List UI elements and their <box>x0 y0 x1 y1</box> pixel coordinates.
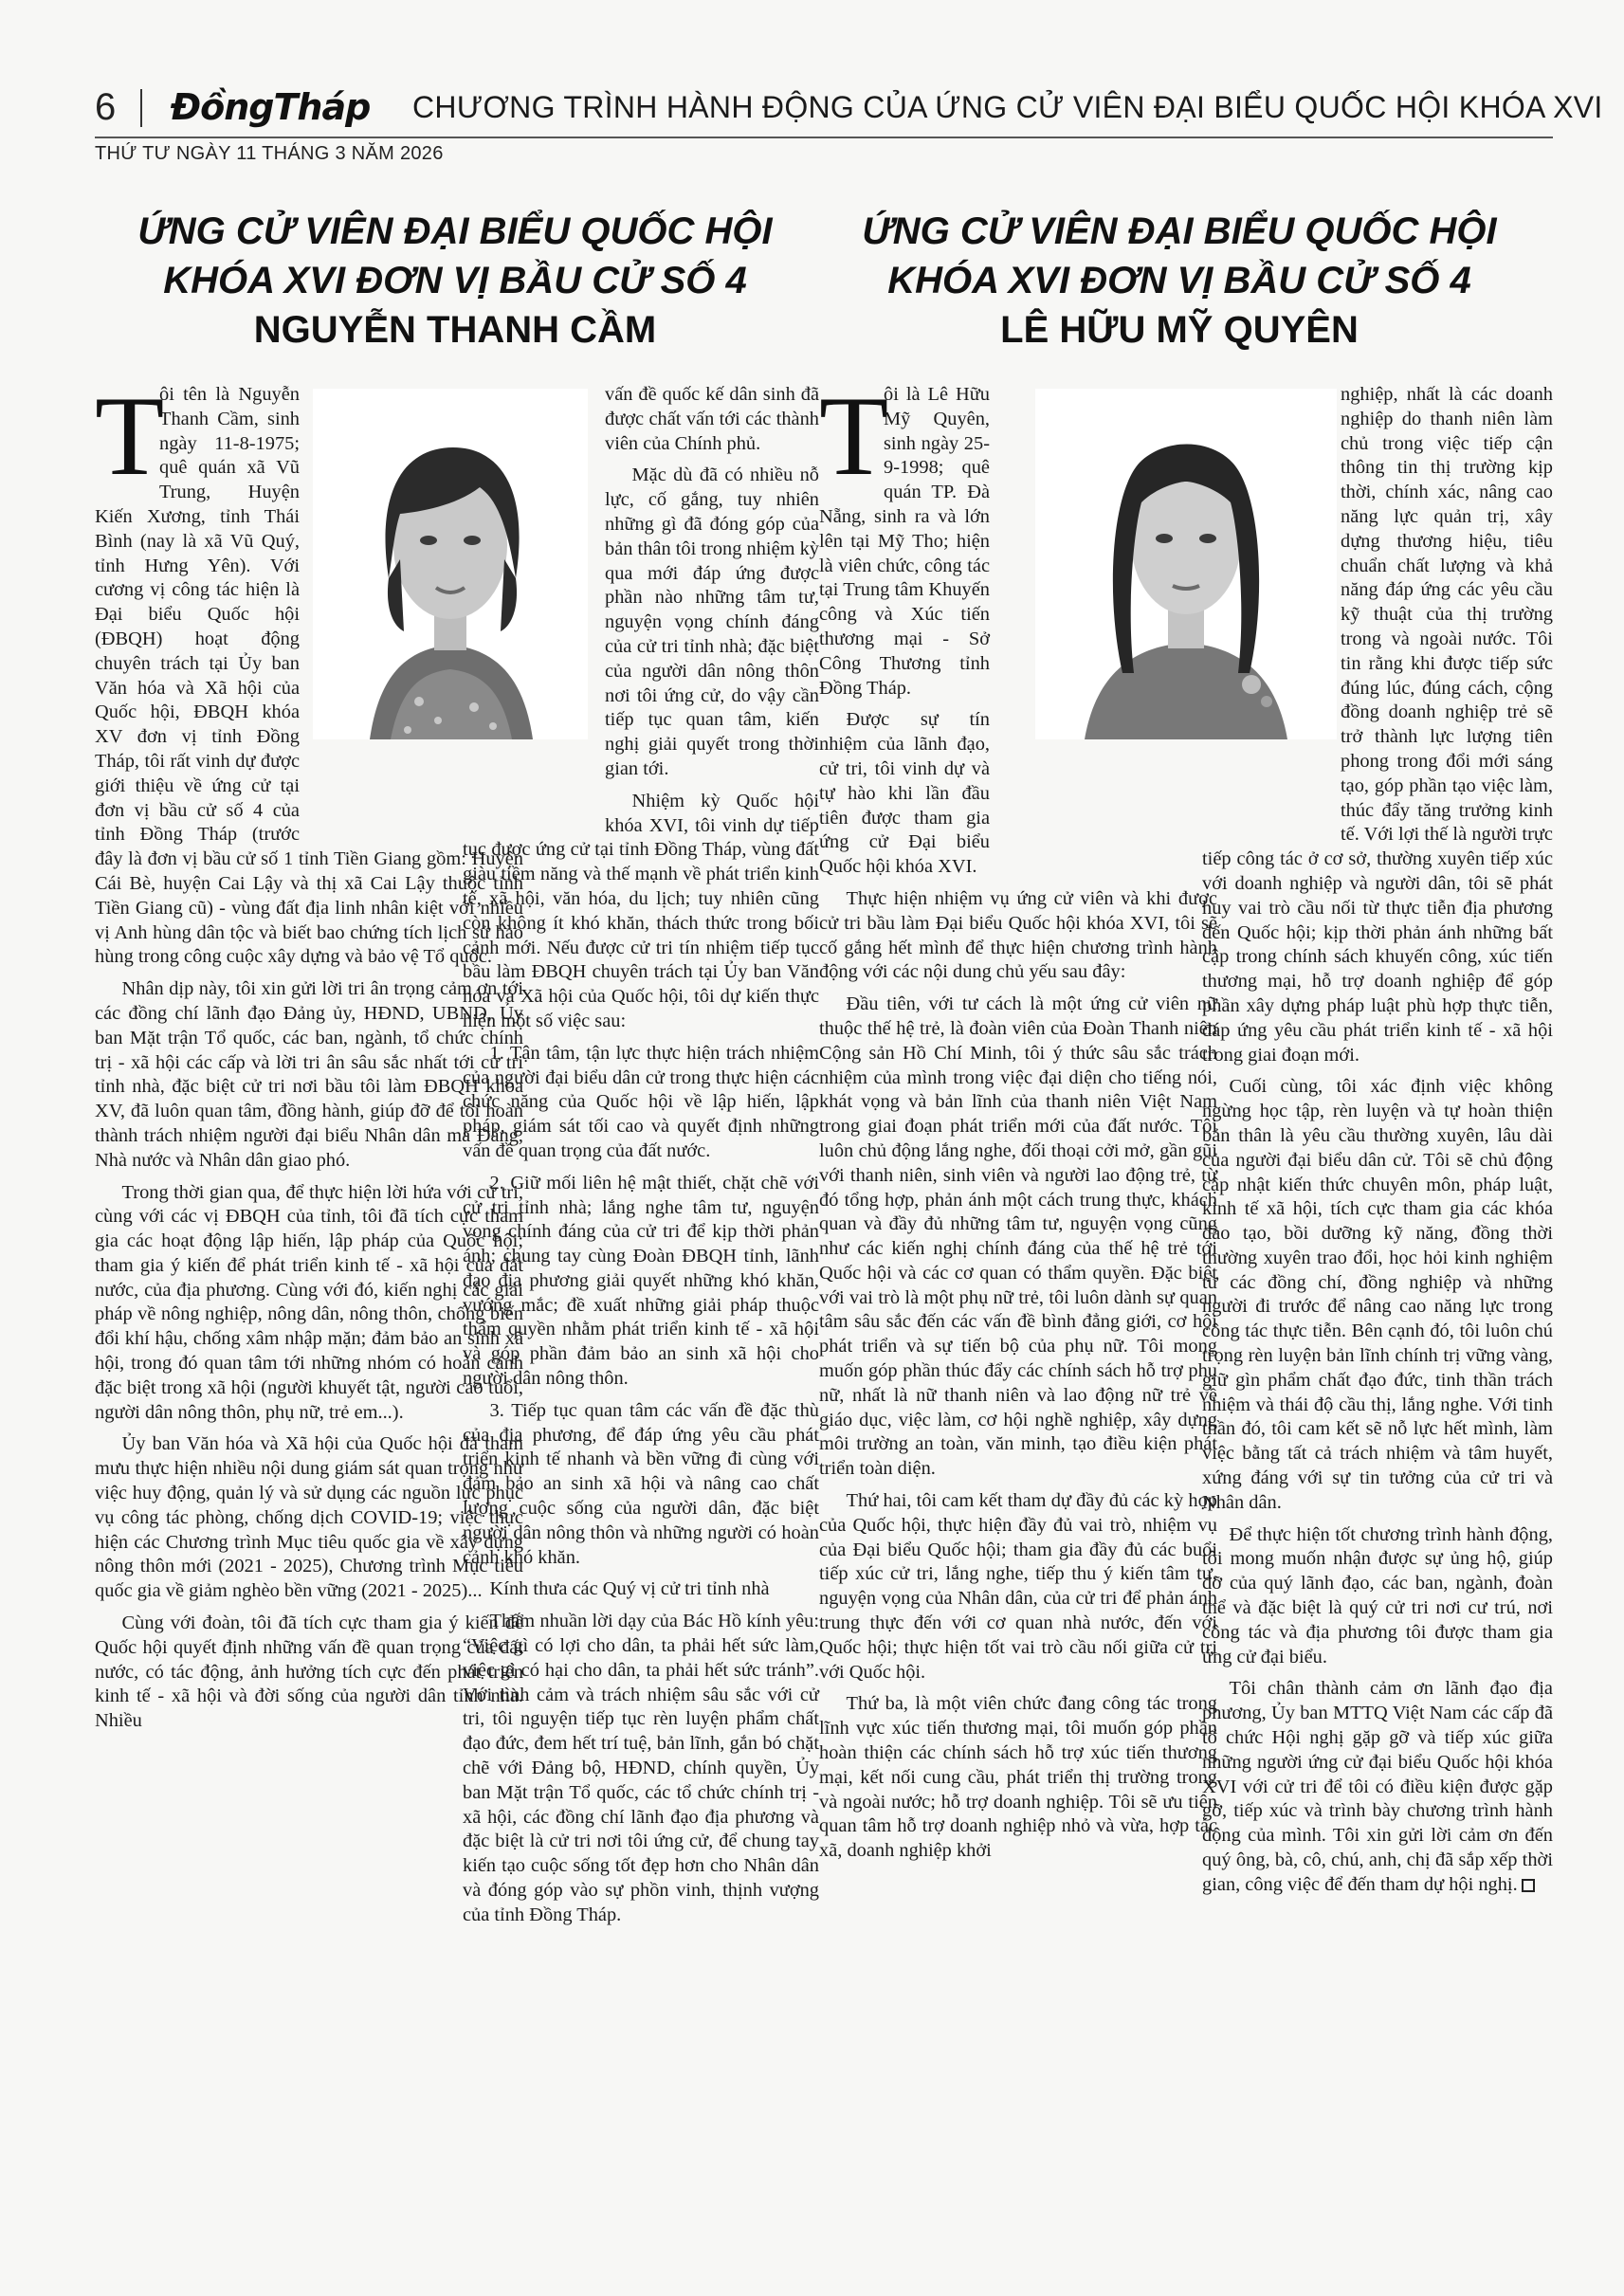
paragraph: Mặc dù đã có nhiều nỗ lực, cố gắng, tuy nhiên những gì đã đóng góp của bản thân tôi trong nhiệm kỳ qua mới đáp ứng được phần nào những tâm tư, nguyện vọng chính đáng của cử tri tỉnh nhà; đặc biệt của người dân nông thôn nơi tôi ứng cử, do vậy cần tiếp tục quan tâm, kiến nghị giải quyết trong thời gian tới. <box>605 465 819 779</box>
paragraph: 1. Tận tâm, tận lực thực hiện trách nhiệm của người đại biểu dân cử trong thực hiện các chức năng của Quốc hội về lập hiến, lập pháp, giám sát tối cao và quyết định những vấn đề quan trọng của đất nước. <box>463 1042 819 1161</box>
issue-date: THỨ TƯ NGÀY 11 THÁNG 3 NĂM 2026 <box>95 143 444 164</box>
paragraph: Thấm nhuần lời dạy của Bác Hồ kính yêu: “Việc gì có lợi cho dân, ta phải hết sức làm, việc gì có hại cho dân, ta phải hết sức tránh”. Với tình cảm và trách nhiệm sâu sắc với cử tri, tôi nguyện tiếp tục rèn luyện phẩm chất đạo đức, đem hết trí tuệ, bản lĩnh, gắn bó chặt chẽ với Đảng bộ, HĐND, chính quyền, Ủy ban Mặt trận Tổ quốc, các tổ chức chính trị - xã hội, các đồng chí lãnh đạo địa phương và đặc biệt là cử tri nơi tôi ứng cử, để chung tay kiến tạo cuộc sống tốt đẹp hơn cho Nhân dân và đóng góp vào sự phồn vinh, thịnh vượng của tỉnh Đồng Tháp. <box>463 1611 819 1925</box>
photo-float-spacer <box>463 383 605 832</box>
title-line: KHÓA XVI ĐƠN VỊ BẦU CỬ SỐ 4 <box>163 260 747 301</box>
photo-float-spacer <box>990 383 1217 832</box>
paragraph: Nhiệm kỳ Quốc hội khóa XVI, tôi vinh dự tiếp tục được ứng cử tại tỉnh Đồng Tháp, vùng đất giàu tiềm năng và thế mạnh về phát triển kinh tế, xã hội, văn hóa, du lịch; tuy nhiên cũng còn không ít khó khăn, thách thức trong bối cảnh mới. Nếu được cử tri tín nhiệm tiếp tục bầu làm ĐBQH chuyên trách tại Ủy ban Văn hóa và Xã hội của Quốc hội, tôi dự kiến thực hiện một số việc sau: <box>463 790 819 1031</box>
paragraph: Cuối cùng, tôi xác định việc không ngừng học tập, rèn luyện và tự hoàn thiện bản thân là yêu cầu thường xuyên, lâu dài của người đại biểu dân cử. Tôi sẽ chủ động cập nhật kiến thức chuyên môn, pháp luật, kinh tế xã hội, tích cực tham gia các khóa đào tạo, bồi dưỡng kỹ năng, đồng thời thường xuyên trao đổi, học hỏi kinh nghiệm từ các đồng chí, đồng nghiệp và những người đi trước để nâng cao năng lực trong công tác thực tiễn. Bên cạnh đó, tôi luôn chú trọng rèn luyện bản lĩnh chính trị vững vàng, giữ gìn phẩm chất đạo đức, tinh thần trách nhiệm và thái độ cầu thị, lắng nghe. Với tinh thần đó, tôi cam kết sẽ nỗ lực hết mình, làm việc bằng tất cả trách nhiệm và tâm huyết, xứng đáng với sự tin tưởng của cử tri và Nhân dân. <box>1202 1076 1553 1513</box>
article-right-column-2 <box>1202 383 1553 2146</box>
title-line: ỨNG CỬ VIÊN ĐẠI BIỂU QUỐC HỘI <box>862 210 1497 252</box>
paragraph: Đầu tiên, với tư cách là một ứng cử viên nữ thuộc thế hệ trẻ, là đoàn viên của Đoàn Thanh niên Cộng sản Hồ Chí Minh, tôi ý thức sâu sắc trách nhiệm của mình trong việc đại diện cho tiếng nói, khát vọng và bản lĩnh của thanh niên Việt Nam trong giai đoạn phát triển mới của đất nước. Tôi luôn chủ động lắng nghe, đối thoại cởi mở, gần gũi với thanh niên, sinh viên và người lao động trẻ, từ đó tổng hợp, phản ánh một cách trung thực, khách quan và đầy đủ những tâm tư, nguyện vọng cũng như các kiến nghị chính đáng của thế hệ trẻ tới Quốc hội và các cơ quan có thẩm quyền. Đặc biệt với vai trò là một phụ nữ trẻ, tôi luôn dành sự quan tâm sâu sắc đến các vấn đề bình đẳng giới, cơ hội phát triển và sự tiến bộ của phụ nữ. Tôi mong muốn góp phần thúc đẩy các chính sách hỗ trợ phụ nữ, nhất là nữ thanh niên và lao động nữ trẻ về giáo dục, việc làm, cơ hội nghề nghiệp, xây dựng môi trường an toàn, văn minh, tạo điều kiện phát triển toàn diện. <box>819 993 1217 1480</box>
paragraph: Thực hiện nhiệm vụ ứng cử viên và khi được cử tri bầu làm Đại biểu Quốc hội khóa XVI, tôi sẽ cố gắng hết mình để thực hiện chương trình hành động với các nội dung chủ yếu sau đây: <box>819 887 1217 983</box>
closing-paragraph <box>1202 1677 1553 1897</box>
title-line: KHÓA XVI ĐƠN VỊ BẦU CỬ SỐ 4 <box>887 260 1471 301</box>
article-title-right <box>819 207 1540 355</box>
article-left-column-1 <box>95 373 523 2061</box>
paragraph: Để thực hiện tốt chương trình hành động, tôi mong muốn nhận được sự ủng hộ, giúp đỡ của quý lãnh đạo, các ban, ngành, đoàn thể và đặc biệt là quý cử tri nơi cư trú, nơi công tác và địa phương tôi được tham gia ứng cử đại biểu. <box>1202 1523 1553 1667</box>
candidate-name: NGUYỄN THANH CẦM <box>253 309 657 351</box>
paragraph: Thứ hai, tôi cam kết tham dự đầy đủ các kỳ họp của Quốc hội, thực hiện đầy đủ vai trò, nhiệm vụ của Đại biểu Quốc hội; tham gia đầy đủ các buổi tiếp xúc cử tri, lắng nghe, tiếp thu ý kiến tâm tư, nguyện vọng của Nhân dân, của cử tri để phản ánh trung thực đến với cơ quan nhà nước, đến với Quốc hội; thực hiện tốt vai trò cầu nối giữa cử tri với Quốc hội. <box>819 1490 1217 1683</box>
candidate-name: LÊ HỮU MỸ QUYÊN <box>1000 309 1359 351</box>
paragraph: vấn đề quốc kế dân sinh đã được chất vấn tới các thành viên của Chính phủ. <box>605 384 819 454</box>
photo-float-spacer <box>1202 383 1341 832</box>
article-left-column-2 <box>463 383 819 2146</box>
end-mark-icon <box>1522 1879 1535 1892</box>
drop-cap: T <box>95 373 165 499</box>
paragraph: Trong thời gian qua, để thực hiện lời hứa với cử tri, cùng với các vị ĐBQH của tỉnh, tôi đã tích cực tham gia các hoạt động lập hiến, lập pháp của Quốc hội; tham gia ý kiến để phát triển kinh tế - xã hội của đất nước, của địa phương. Cùng với đó, kiến nghị các giải pháp về nông nghiệp, nông dân, nông thôn, chống biến đổi khí hậu, chống xâm nhập mặn; đảm bảo an sinh xã hội, trong đó quan tâm tới những nhóm có hoàn cảnh đặc biệt trong xã hội (người khuyết tật, người cao tuổi, người dân nông thôn, phụ nữ, trẻ em...). <box>95 1181 523 1423</box>
paragraph: Thứ ba, là một viên chức đang công tác trong lĩnh vực xúc tiến thương mại, tôi muốn góp phần hoàn thiện các chính sách hỗ trợ xúc tiến thương mại, kết nối cung cầu, phát triển thị trường trong và ngoài nước; hỗ trợ doanh nghiệp. Tôi sẽ ưu tiên quan tâm hỗ trợ doanh nghiệp nhỏ và vừa, hợp tác xã, doanh nghiệp khởi <box>819 1693 1217 1862</box>
paragraph: Được sự tín nhiệm của lãnh đạo, cử tri, tôi vinh dự và tự hào khi lần đầu tiên được tham gia ứng cử Đại biểu Quốc hội khóa XVI. <box>819 709 990 878</box>
header-rule <box>95 137 1553 138</box>
paragraph: Cùng với đoàn, tôi đã tích cực tham gia ý kiến để Quốc hội quyết định những vấn đề quan trọng của đất nước, có tác động, ảnh hưởng tích cực đến phát triển kinh tế - xã hội và đời sống của người dân tỉnh nhà. Nhiều <box>95 1613 523 1732</box>
drop-cap: T <box>819 373 889 499</box>
paragraph: ôi là Lê Hữu Mỹ Quyên, sinh ngày 25-9-1998; quê quán TP. Đà Nẵng, sinh ra và lớn lên tại Mỹ Tho; hiện là viên chức, công tác tại Trung tâm Khuyến công và Xúc tiến thương mại - Sở Công Thương tỉnh Đồng Tháp. <box>819 384 990 699</box>
paragraph: 3. Tiếp tục quan tâm các vấn đề đặc thù của địa phương, để đáp ứng yêu cầu phát triển kinh tế nhanh và bền vững đi cùng với đảm bảo an sinh xã hội và nâng cao chất lượng cuộc sống của người dân, đặc biệt người dân nông thôn và những người có hoàn cảnh khó khăn. <box>463 1399 819 1568</box>
page-number: 6 <box>95 86 117 128</box>
section-banner: CHƯƠNG TRÌNH HÀNH ĐỘNG CỦA ỨNG CỬ VIÊN ĐẠI BIỂU QUỐC HỘI KHÓA XVI <box>412 90 1603 124</box>
paragraph: Nhân dịp này, tôi xin gửi lời tri ân trọng cảm ơn tới các đồng chí lãnh đạo Đảng ủy, HĐND, UBND, Ủy ban Mặt trận Tổ quốc, các ban, ngành, tổ chức chính trị - xã hội các cấp và lời tri ân sâu sắc nhất tới cử tri tỉnh nhà, đặc biệt cử tri nơi bầu tôi làm ĐBQH khóa XV, đã luôn quan tâm, đồng hành, giúp đỡ để tôi hoàn thành trách nhiệm người đại biểu Nhân dân mà Đảng, Nhà nước và Nhân dân giao phó. <box>95 978 523 1171</box>
paragraph: ôi tên là Nguyễn Thanh Cầm, sinh ngày 11-8-1975; quê quán xã Vũ Trung, Huyện Kiến Xương, tỉnh Thái Bình (nay là xã Vũ Quý, tỉnh Hưng Yên). Với cương vị công tác hiện là Đại biểu Quốc hội (ĐBQH) hoạt động chuyên trách tại Ủy ban Văn hóa và Xã hội của Quốc hội, ĐBQH khóa XV đơn vị tỉnh Đồng Tháp, tôi rất vinh dự được giới thiệu về ứng cử tại đơn vị bầu cử số 4 của tỉnh Đồng Tháp (trước đây là đơn vị bầu cử số 1 tỉnh Tiền Giang gồm: Huyện Cái Bè, huyện Cai Lậy và thị xã Cai Lậy thuộc tỉnh Tiền Giang cũ) - vùng đất địa linh nhân kiệt với nhiều vị Anh hùng dân tộc và biết bao chứng tích lịch sử hào hùng trong công cuộc xây dựng và bảo vệ Tổ quốc. <box>95 384 523 968</box>
title-line: ỨNG CỬ VIÊN ĐẠI BIỂU QUỐC HỘI <box>137 210 773 252</box>
newspaper-logo: ĐồngTháp <box>171 86 371 128</box>
article-right-column-1 <box>819 373 1217 2156</box>
paragraph: 2. Giữ mối liên hệ mật thiết, chặt chẽ với cử tri tỉnh nhà; lắng nghe tâm tư, nguyện vọng chính đáng của cử tri để kịp thời phản ánh; chung tay cùng Đoàn ĐBQH tỉnh, lãnh đạo địa phương giải quyết những khó khăn, vướng mắc; đề xuất những giải pháp thuộc thẩm quyền nhằm phát triển kinh tế - xã hội và góp phần đảm bảo an sinh xã hội cho người dân nông thôn. <box>463 1172 819 1390</box>
page-header <box>95 83 1603 137</box>
paragraph: nghiệp, nhất là các doanh nghiệp do thanh niên làm chủ trong việc tiếp cận thông tin thị trường kịp thời, chính xác, nâng cao năng lực quản trị, xây dựng thương hiệu, tiêu chuẩn chất lượng và khả năng đáp ứng các yêu cầu kỹ thuật của thị trường trong và ngoài nước. Tôi tin rằng khi được tiếp sức đúng lúc, đúng cách, cộng đồng doanh nghiệp trẻ sẽ trở thành lực lượng tiên phong trong đổi mới sáng tạo, góp phần tạo việc làm, thúc đẩy tăng trưởng kinh tế. Với lợi thế là người trực tiếp công tác ở cơ sở, thường xuyên tiếp xúc với doanh nghiệp và người dân, tôi sẽ phát huy vai trò cầu nối từ thực tiễn địa phương đến Quốc hội; kịp thời phản ánh những bất cập trong chính sách khuyến công, xúc tiến thương mại, hỗ trợ doanh nghiệp để góp phần xây dựng pháp luật phù hợp thực tiễn, đáp ứng yêu cầu phát triển kinh tế - xã hội trong giai đoạn mới. <box>1202 384 1553 1066</box>
paragraph: Kính thưa các Quý vị cử tri tỉnh nhà <box>489 1578 770 1600</box>
paragraph: Ủy ban Văn hóa và Xã hội của Quốc hội đã tham mưu thực hiện nhiều nội dung giám sát quan trọng như việc huy động, quản lý và sử dụng các nguồn lực phục vụ công tác phòng, chống dịch COVID-19; việc thực hiện các Chương trình Mục tiêu quốc gia về xây dựng nông thôn mới (2021 - 2025), Chương trình Mục tiêu quốc gia về giảm nghèo bền vững (2021 - 2025)... <box>95 1433 523 1602</box>
header-divider <box>140 89 142 127</box>
article-title-left <box>95 207 815 355</box>
paragraph-text: Tôi chân thành cảm ơn lãnh đạo địa phương, Ủy ban MTTQ Việt Nam các cấp đã tổ chức Hội nghị gặp gỡ và tiếp xúc giữa những người ứng cử đại biểu Quốc hội khóa XVI với cử tri để tôi có điều kiện được gặp gỡ, tiếp xúc và trình bày chương trình hành động của mình. Tôi xin gửi lời cảm ơn đến quý ông, bà, cô, chú, anh, chị đã sắp xếp thời gian, công việc để đến tham dự hội nghị. <box>1202 1678 1553 1895</box>
